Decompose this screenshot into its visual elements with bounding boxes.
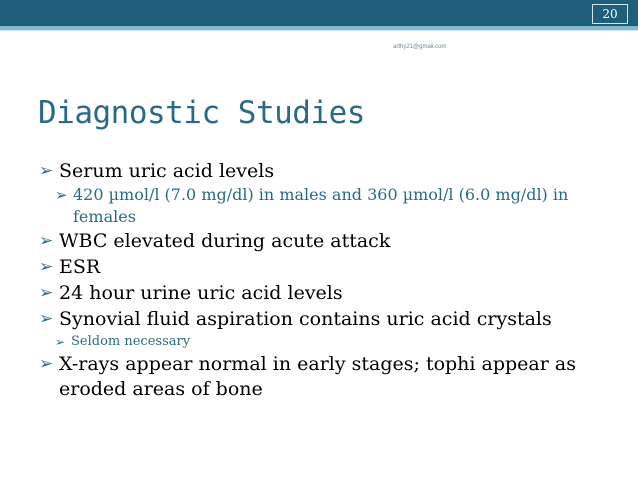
bullet-text: Serum uric acid levels [59,160,275,182]
sub-bullet-item [55,332,599,352]
arrow-bullet-icon: ➢ [39,309,54,329]
header-bar [0,0,638,26]
bullet-item [39,254,599,280]
header-thin-stripe [0,30,638,31]
bullet-item [39,352,599,402]
arrow-bullet-icon: ➢ [39,257,54,277]
bullet-text: X-rays appear normal in early stages; tophi appear as eroded areas of bone [59,353,576,400]
arrow-bullet-icon: ➢ [39,354,54,374]
slide-number: 20 [592,4,628,24]
slide-title: Diagnostic Studies [38,95,365,131]
bullet-item [39,228,599,254]
arrow-bullet-icon: ➢ [39,231,54,251]
bullet-item [39,280,599,306]
bullet-text: WBC elevated during acute attack [59,230,391,252]
bullet-text: Synovial fluid aspiration contains uric acid crystals [59,308,552,330]
sub-bullet-text: 420 µmol/l (7.0 mg/dl) in males and 360 µmol/l (6.0 mg/dl) in females [73,185,569,226]
bullet-item [39,306,599,332]
bullet-text: ESR [59,256,101,278]
sub-bullet-item [55,184,599,228]
sub-bullet-text: Seldom necessary [71,334,191,349]
bullet-text: 24 hour urine uric acid levels [59,282,343,304]
bullet-item [39,158,599,184]
arrow-bullet-icon: ➢ [55,335,66,349]
arrow-bullet-icon: ➢ [39,283,54,303]
arrow-bullet-icon: ➢ [39,161,54,181]
arrow-bullet-icon: ➢ [55,186,68,204]
bullet-list [39,158,599,402]
author-email: arthy21@gmail.com [393,44,447,50]
